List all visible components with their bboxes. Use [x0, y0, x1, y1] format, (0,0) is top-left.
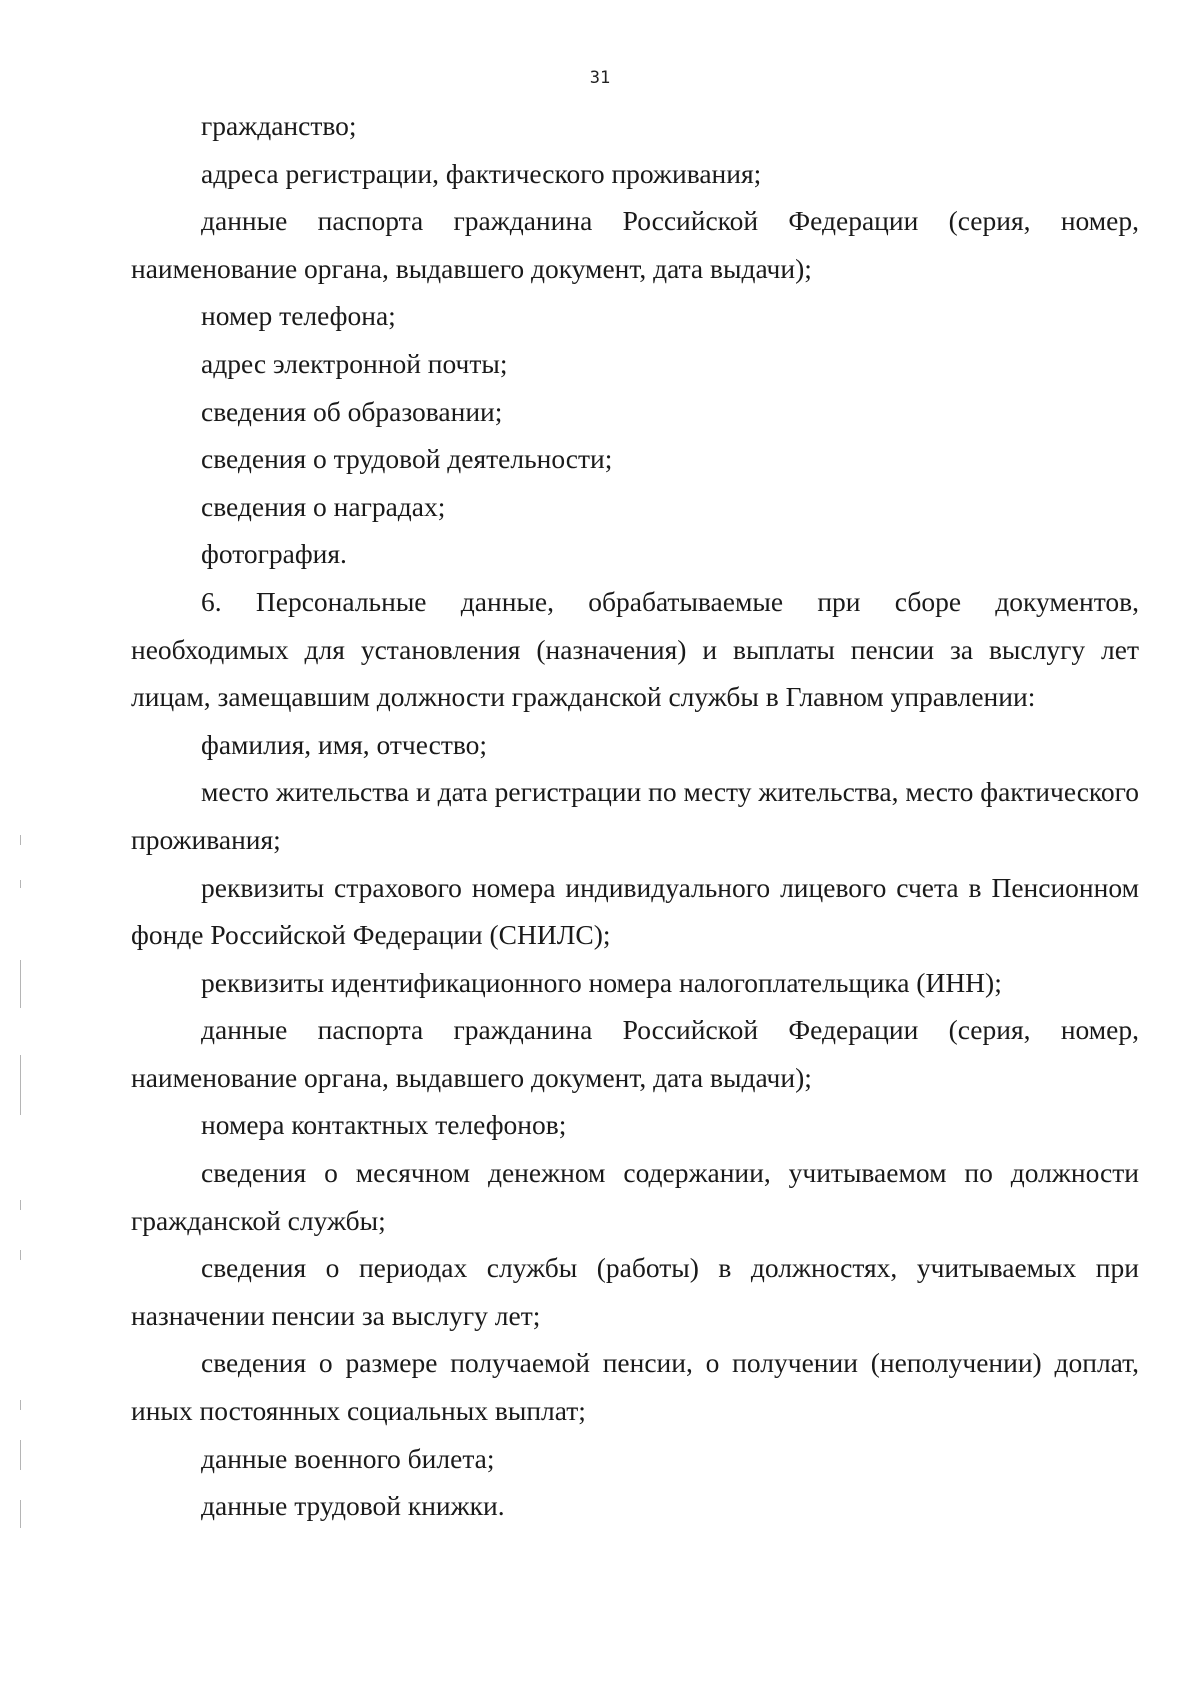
scan-artifact: [20, 1200, 21, 1210]
page-number: 31: [589, 68, 611, 88]
list-item: фамилия, имя, отчество;: [201, 728, 488, 760]
list-item: сведения о наградах;: [201, 490, 446, 522]
list-item: фотография.: [201, 538, 347, 570]
list-item: сведения о периодах службы (работы) в должностях, учитываемых при назначении пенсии за выслугу лет;: [131, 1252, 1139, 1331]
list-item: данные трудовой книжки.: [201, 1490, 505, 1522]
scan-artifact: [20, 1400, 21, 1410]
scan-artifact: [20, 1440, 21, 1470]
scan-artifact: [20, 880, 21, 888]
list-item: данные военного билета;: [201, 1442, 495, 1474]
scan-artifact: [20, 1250, 21, 1260]
list-item: данные паспорта гражданина Российской Федерации (серия, номер, наименование органа, выдавшего документ, дата выдачи);: [131, 1014, 1139, 1093]
list-item: сведения о месячном денежном содержании, учитываемом по должности гражданской службы;: [131, 1157, 1139, 1236]
scan-artifact: [20, 1055, 21, 1115]
list-item: сведения о трудовой деятельности;: [201, 443, 613, 475]
list-item: данные паспорта гражданина Российской Федерации (серия, номер, наименование органа, выдавшего документ, дата выдачи);: [131, 205, 1139, 284]
section-paragraph: 6. Персональные данные, обрабатываемые при сборе документов, необходимых для установления (назначения) и выплаты пенсии за выслугу лет лицам, замещавшим должности гражданской службы в Главном управлении:: [131, 585, 1139, 713]
list-item: реквизиты идентификационного номера налогоплательщика (ИНН);: [201, 966, 1002, 998]
list-item: гражданство;: [201, 110, 357, 141]
list-item: сведения о размере получаемой пенсии, о получении (неполучении) доплат, иных постоянных социальных выплат;: [131, 1347, 1139, 1427]
document-body: [131, 102, 1139, 1530]
scan-artifact: [20, 835, 21, 845]
list-item: номера контактных телефонов;: [201, 1109, 567, 1141]
list-item: адрес электронной почты;: [201, 347, 508, 379]
list-item: реквизиты страхового номера индивидуального лицевого счета в Пенсионном фонде Российской Федерации (СНИЛС);: [131, 871, 1139, 951]
list-item: номер телефона;: [201, 300, 396, 332]
list-item: адреса регистрации, фактического проживания;: [201, 157, 762, 189]
scan-artifact: [20, 960, 21, 1008]
list-item: место жительства и дата регистрации по месту жительства, место фактического проживания;: [131, 776, 1139, 855]
list-item: сведения об образовании;: [201, 395, 503, 427]
scan-artifact: [20, 1500, 21, 1528]
